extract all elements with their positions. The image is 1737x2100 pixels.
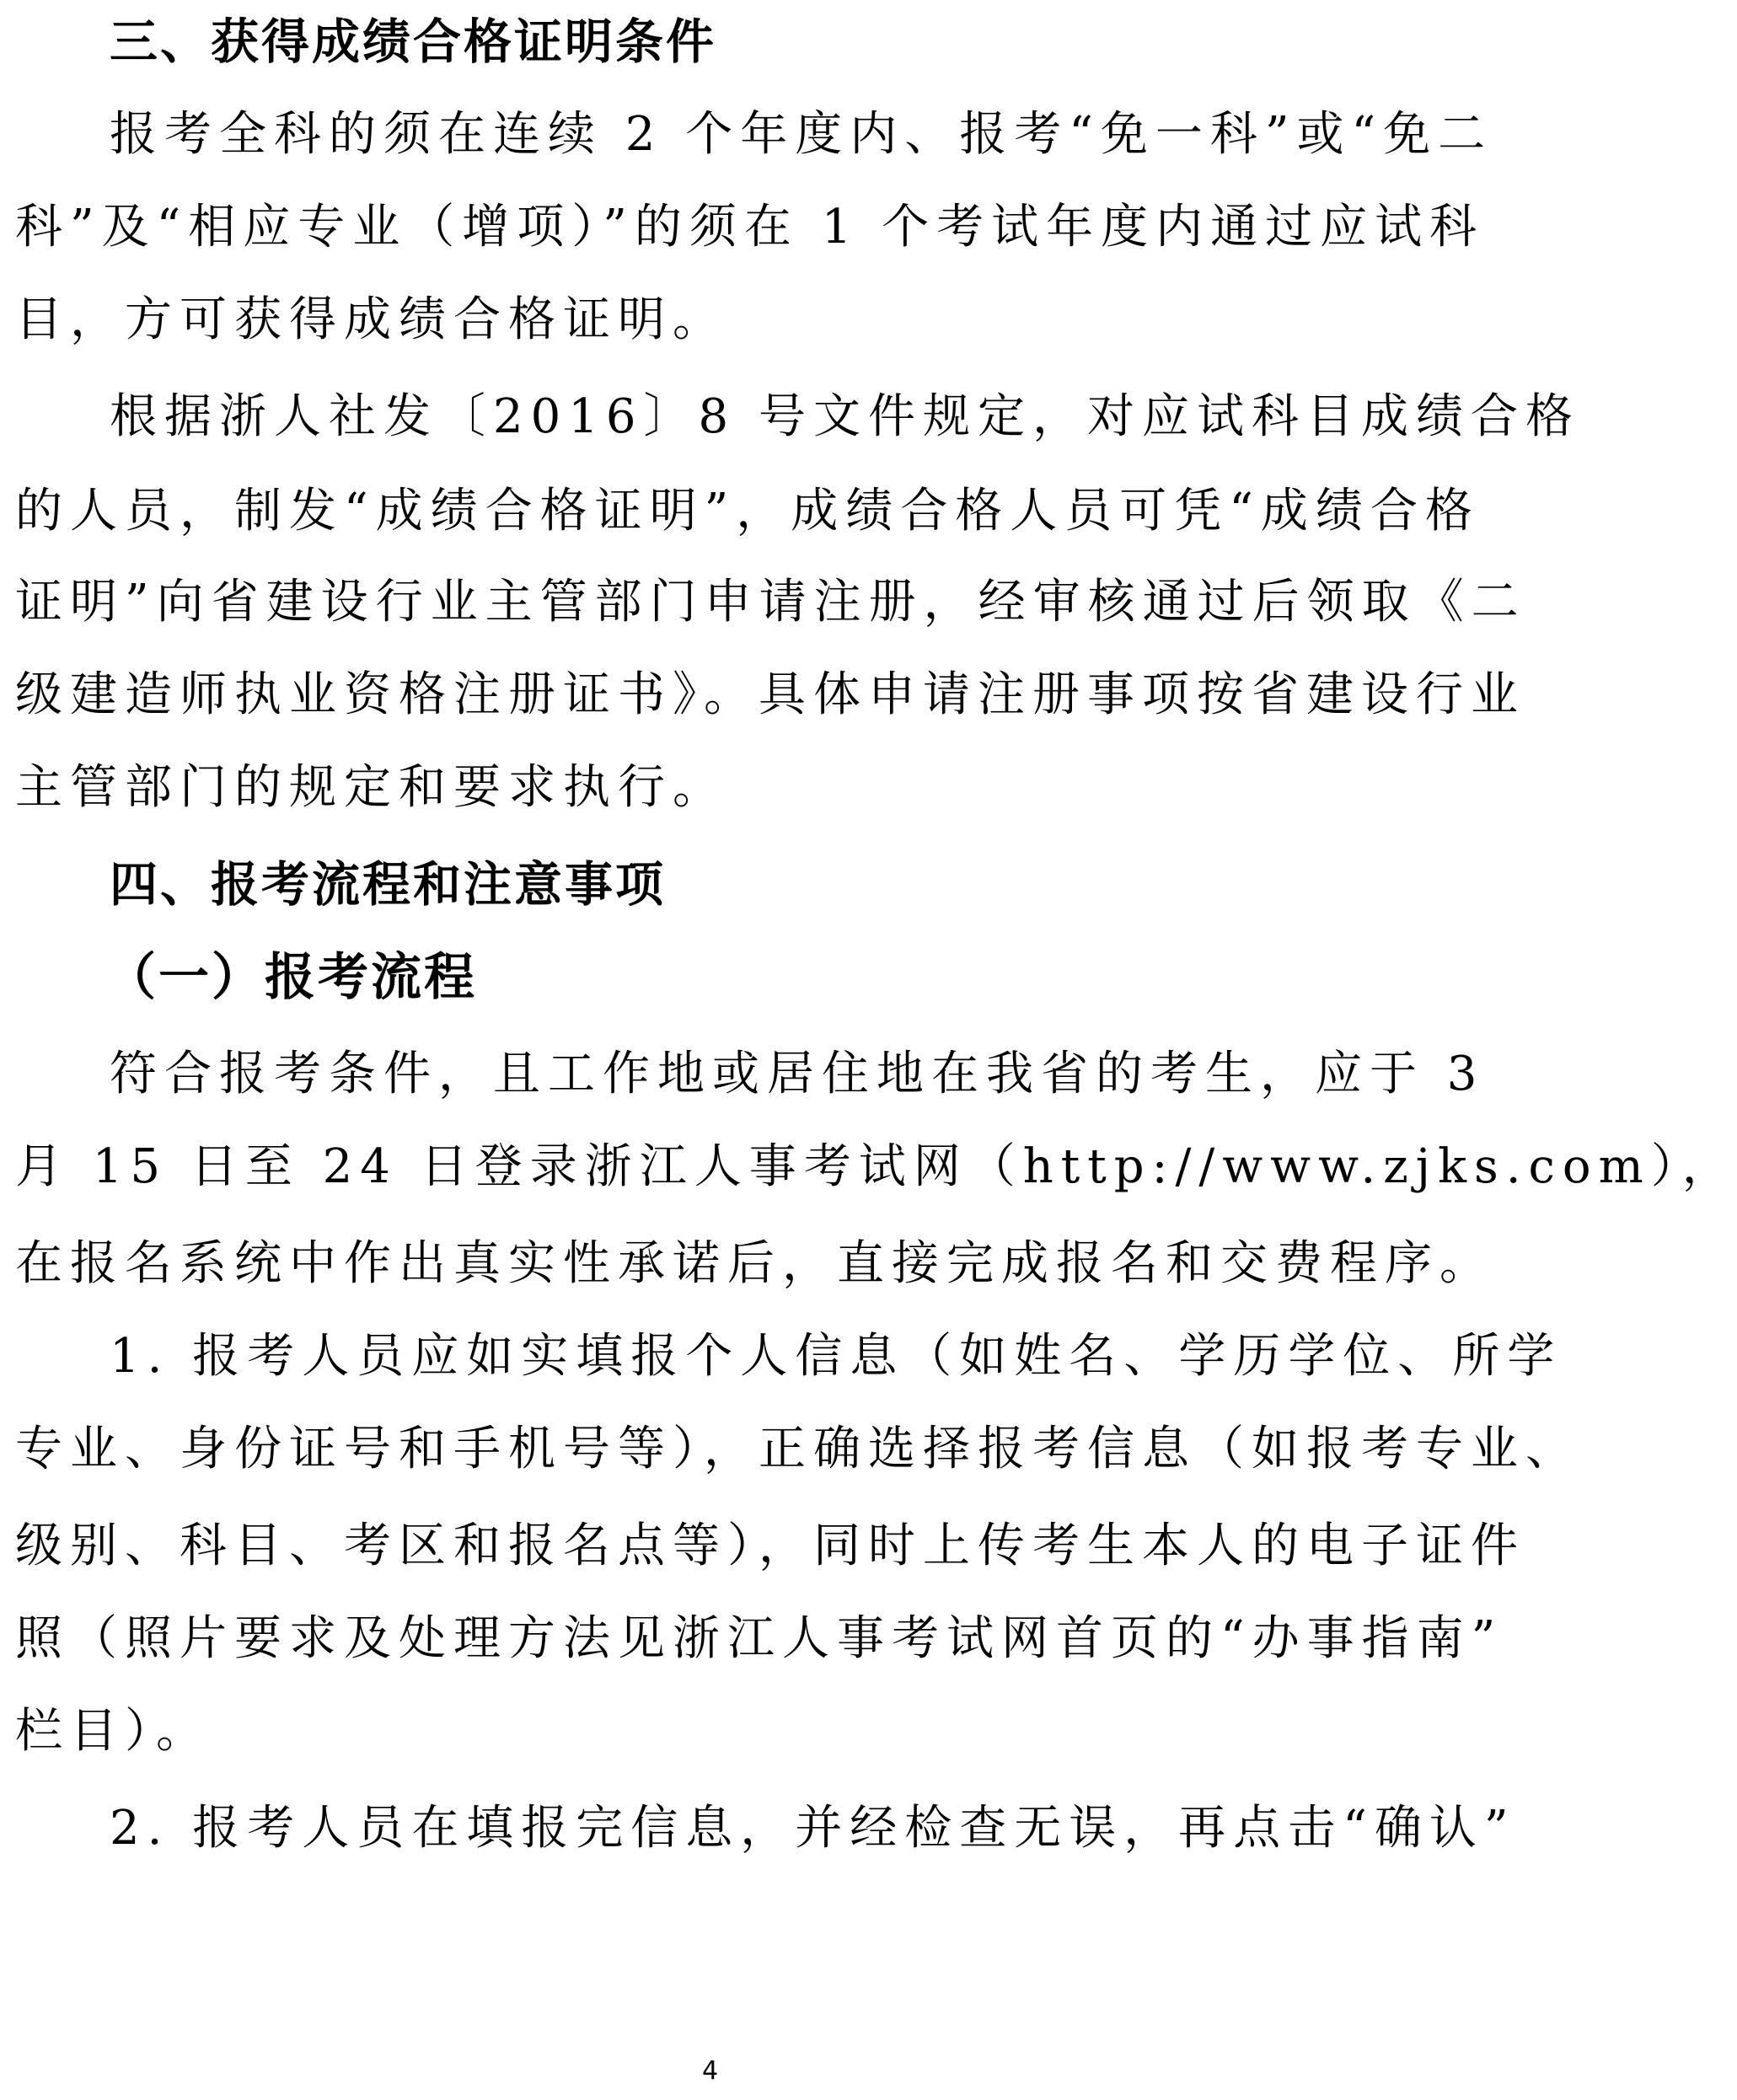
paragraph-line: 月 15 日至 24 日登录浙江人事考试网（http://www.zjks.com），	[15, 1139, 1737, 1194]
paragraph-line: 级建造师执业资格注册证书》。具体申请注册事项按省建设行业	[15, 667, 1525, 722]
paragraph-line: 专业、身份证号和手机号等），正确选择报考信息（如报考专业、	[15, 1422, 1580, 1476]
paragraph-line: 主管部门的规定和要求执行。	[15, 760, 727, 815]
paragraph-line: 1. 报考人员应如实填报个人信息（如姓名、学历学位、所学	[110, 1329, 1563, 1384]
paragraph-line: 证明”向省建设行业主管部门申请注册，经审核通过后领取《二	[15, 575, 1526, 629]
sub-heading-1: （一）报考流程	[105, 948, 477, 1007]
section-heading-4: 四、报考流程和注意事项	[110, 857, 666, 913]
paragraph-line: 报考全科的须在连续 2 个年度内、报考“免一科”或“免二	[110, 107, 1493, 162]
section-heading-3: 三、获得成绩合格证明条件	[110, 14, 716, 70]
paragraph-line: 符合报考条件，且工作地或居住地在我省的考生，应于 3	[110, 1047, 1485, 1101]
paragraph-line: 级别、科目、考区和报名点等），同时上传考生本人的电子证件	[15, 1519, 1525, 1573]
paragraph-line: 科”及“相应专业（增项）”的须在 1 个考试年度内通过应试科	[15, 200, 1485, 254]
paragraph-line: 照（照片要求及处理方法见浙江人事考试网首页的“办事指南”	[15, 1611, 1504, 1666]
paragraph-line: 在报名系统中作出真实性承诺后，直接完成报名和交费程序。	[15, 1236, 1494, 1291]
paragraph-line: 的人员，制发“成绩合格证明”，成绩合格人员可凭“成绩合格	[15, 484, 1480, 538]
page-number: 4	[701, 2056, 719, 2086]
paragraph-line: 目，方可获得成绩合格证明。	[15, 292, 727, 347]
paragraph-line: 栏目）。	[15, 1704, 211, 1759]
paragraph-line: 根据浙人社发〔2016〕8 号文件规定，对应试科目成绩合格	[110, 389, 1580, 444]
paragraph-line: 2. 报考人员在填报完信息，并经检查无误，再点击“确认”	[110, 1801, 1516, 1856]
